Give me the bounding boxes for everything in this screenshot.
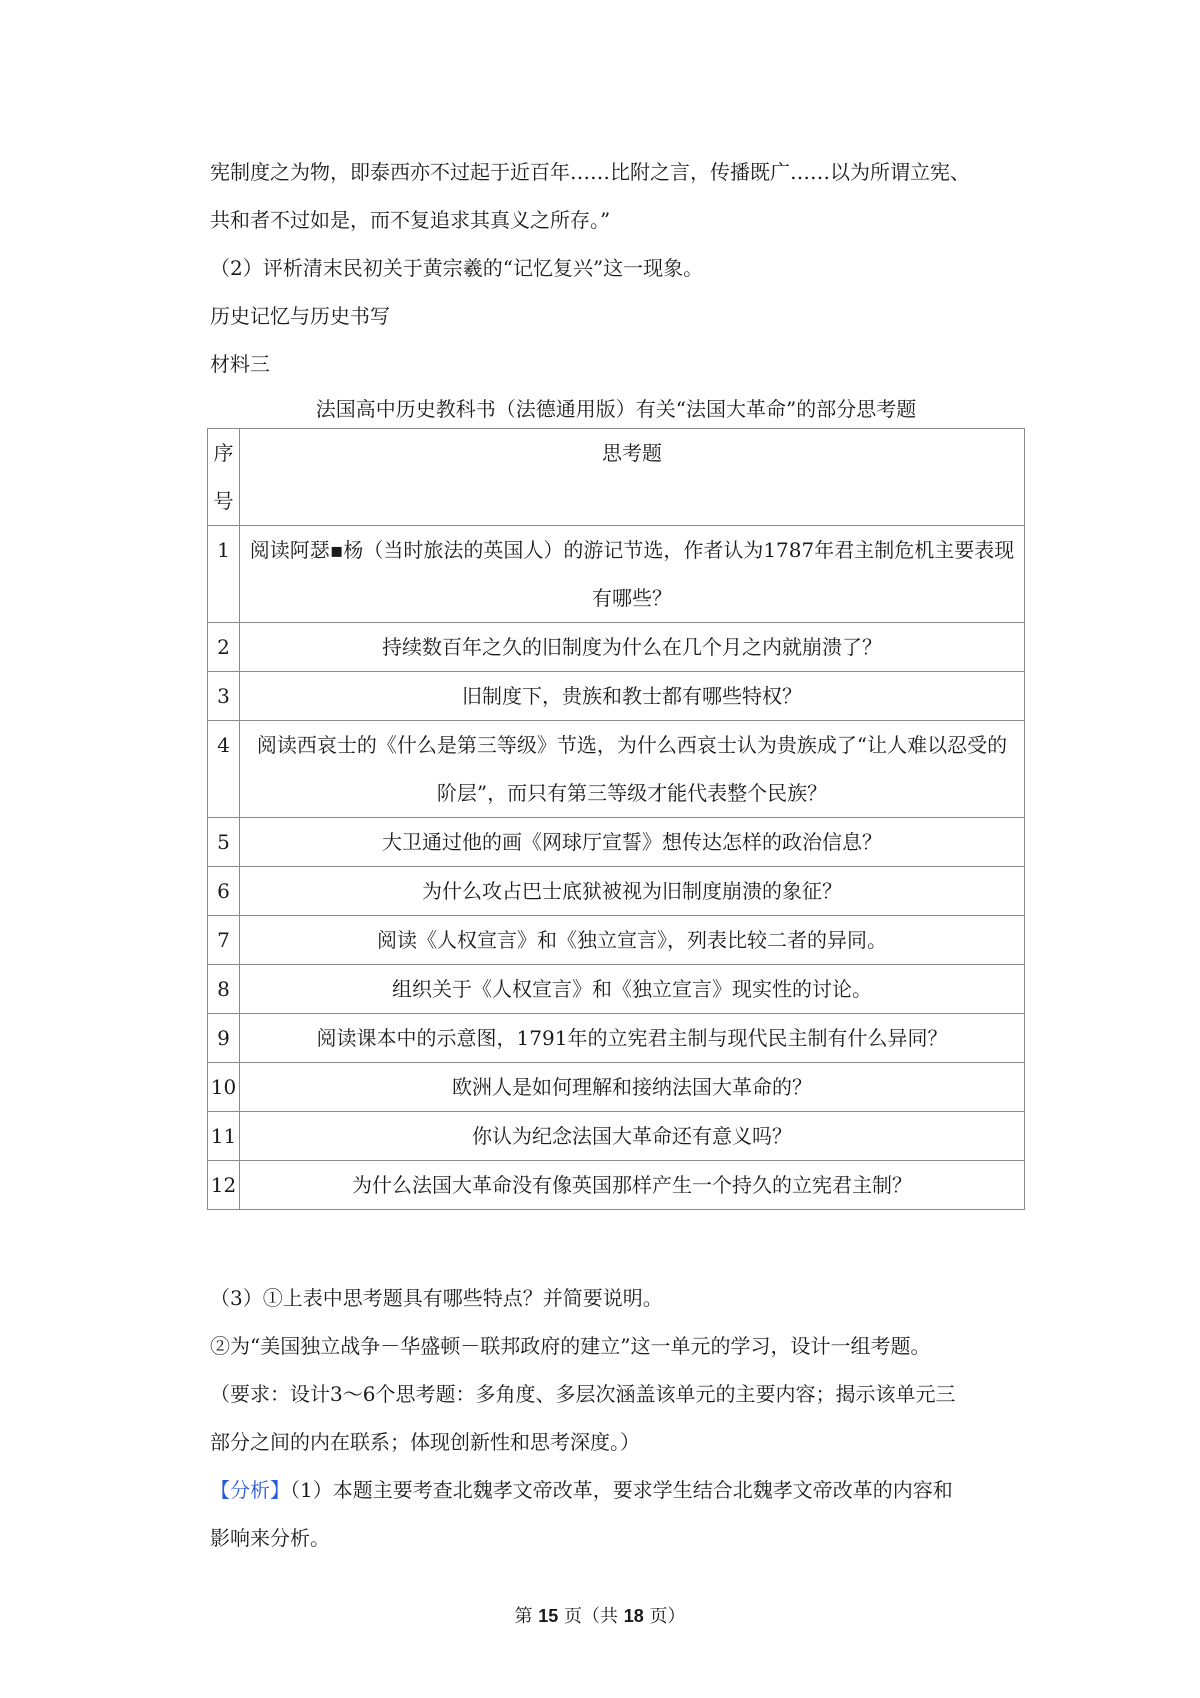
- header-num-line1: 序: [213, 441, 234, 465]
- row-question: 阅读《人权宣言》和《独立宣言》，列表比较二者的异同。: [240, 916, 1025, 965]
- row-num: 3: [208, 672, 240, 721]
- header-num-line2: 号: [213, 489, 234, 513]
- material-label: 材料三: [210, 352, 270, 376]
- table-row: [208, 1112, 1025, 1161]
- requirement-line: （要求：设计3～6个思考题：多角度、多层次涵盖该单元的主要内容；揭示该单元三: [210, 1382, 956, 1406]
- footer-page-number: 15: [538, 1606, 559, 1626]
- row-num: 6: [208, 867, 240, 916]
- row-question: 大卫通过他的画《网球厅宣誓》想传达怎样的政治信息？: [240, 818, 1025, 867]
- header-num-cell: [208, 429, 240, 526]
- row-question: 阅读课本中的示意图，1791年的立宪君主制与现代民主制有什么异同？: [240, 1014, 1025, 1063]
- row-num: 4: [208, 721, 240, 818]
- table-row: [208, 867, 1025, 916]
- table-row: [208, 1014, 1025, 1063]
- row-num: 11: [208, 1112, 240, 1161]
- table-row: [208, 916, 1025, 965]
- table-row: [208, 1161, 1025, 1210]
- footer-prefix: 第: [514, 1606, 533, 1627]
- analysis-line-2: 影响来分析。: [210, 1526, 330, 1550]
- table-row: [208, 526, 1025, 623]
- requirement-line: 部分之间的内在联系；体现创新性和思考深度。）: [210, 1430, 640, 1454]
- row-question: 组织关于《人权宣言》和《独立宣言》现实性的讨论。: [240, 965, 1025, 1014]
- header-question-cell: 思考题: [240, 429, 1025, 526]
- text-line: 宪制度之为物，即泰西亦不过起于近百年……比附之言，传播既广……以为所谓立宪、: [210, 160, 970, 184]
- row-question: 持续数百年之久的旧制度为什么在几个月之内就崩溃了？: [240, 623, 1025, 672]
- table-header-row: [208, 429, 1025, 526]
- table-row: [208, 818, 1025, 867]
- page-footer: [0, 1604, 1200, 1629]
- row-num: 12: [208, 1161, 240, 1210]
- table-row: [208, 721, 1025, 818]
- question-2: （2）评析清末民初关于黄宗羲的“记忆复兴”这一现象。: [210, 256, 704, 280]
- table-row: [208, 672, 1025, 721]
- table-caption: 法国高中历史教科书（法德通用版）有关“法国大革命”的部分思考题: [315, 397, 917, 421]
- row-num: 10: [208, 1063, 240, 1112]
- table-row: [208, 965, 1025, 1014]
- questions-table: [207, 428, 1025, 1210]
- row-question: 为什么法国大革命没有像英国那样产生一个持久的立宪君主制？: [240, 1161, 1025, 1210]
- row-question: 欧洲人是如何理解和接纳法国大革命的？: [240, 1063, 1025, 1112]
- row-question: 阅读阿瑟▪杨（当时旅法的英国人）的游记节选，作者认为1787年君主制危机主要表现有哪些？: [240, 526, 1025, 623]
- question-3-part-2: ②为“美国独立战争－华盛顿－联邦政府的建立”这一单元的学习，设计一组考题。: [210, 1334, 931, 1358]
- analysis-line: [210, 1476, 953, 1504]
- footer-total-pages: 18: [623, 1606, 644, 1626]
- row-num: 1: [208, 526, 240, 623]
- row-question: 阅读西哀士的《什么是第三等级》节选，为什么西哀士认为贵族成了“让人难以忍受的阶层”，而只有第三等级才能代表整个民族？: [240, 721, 1025, 818]
- row-num: 9: [208, 1014, 240, 1063]
- section-heading: 历史记忆与历史书写: [210, 304, 390, 328]
- text-line: 共和者不过如是，而不复追求其真义之所存。”: [210, 208, 611, 232]
- row-question: 为什么攻占巴士底狱被视为旧制度崩溃的象征？: [240, 867, 1025, 916]
- footer-mid: 页（共: [564, 1606, 618, 1627]
- row-question: 旧制度下，贵族和教士都有哪些特权？: [240, 672, 1025, 721]
- footer-suffix: 页）: [649, 1606, 686, 1627]
- row-num: 5: [208, 818, 240, 867]
- table-row: [208, 1063, 1025, 1112]
- analysis-text: （1）本题主要考查北魏孝文帝改革，要求学生结合北魏孝文帝改革的内容和: [290, 1478, 953, 1502]
- table-row: [208, 623, 1025, 672]
- row-question: 你认为纪念法国大革命还有意义吗？: [240, 1112, 1025, 1161]
- row-num: 8: [208, 965, 240, 1014]
- row-num: 2: [208, 623, 240, 672]
- analysis-tag: 【分析】: [210, 1478, 290, 1502]
- question-3: （3）①上表中思考题具有哪些特点？并简要说明。: [210, 1286, 663, 1310]
- row-num: 7: [208, 916, 240, 965]
